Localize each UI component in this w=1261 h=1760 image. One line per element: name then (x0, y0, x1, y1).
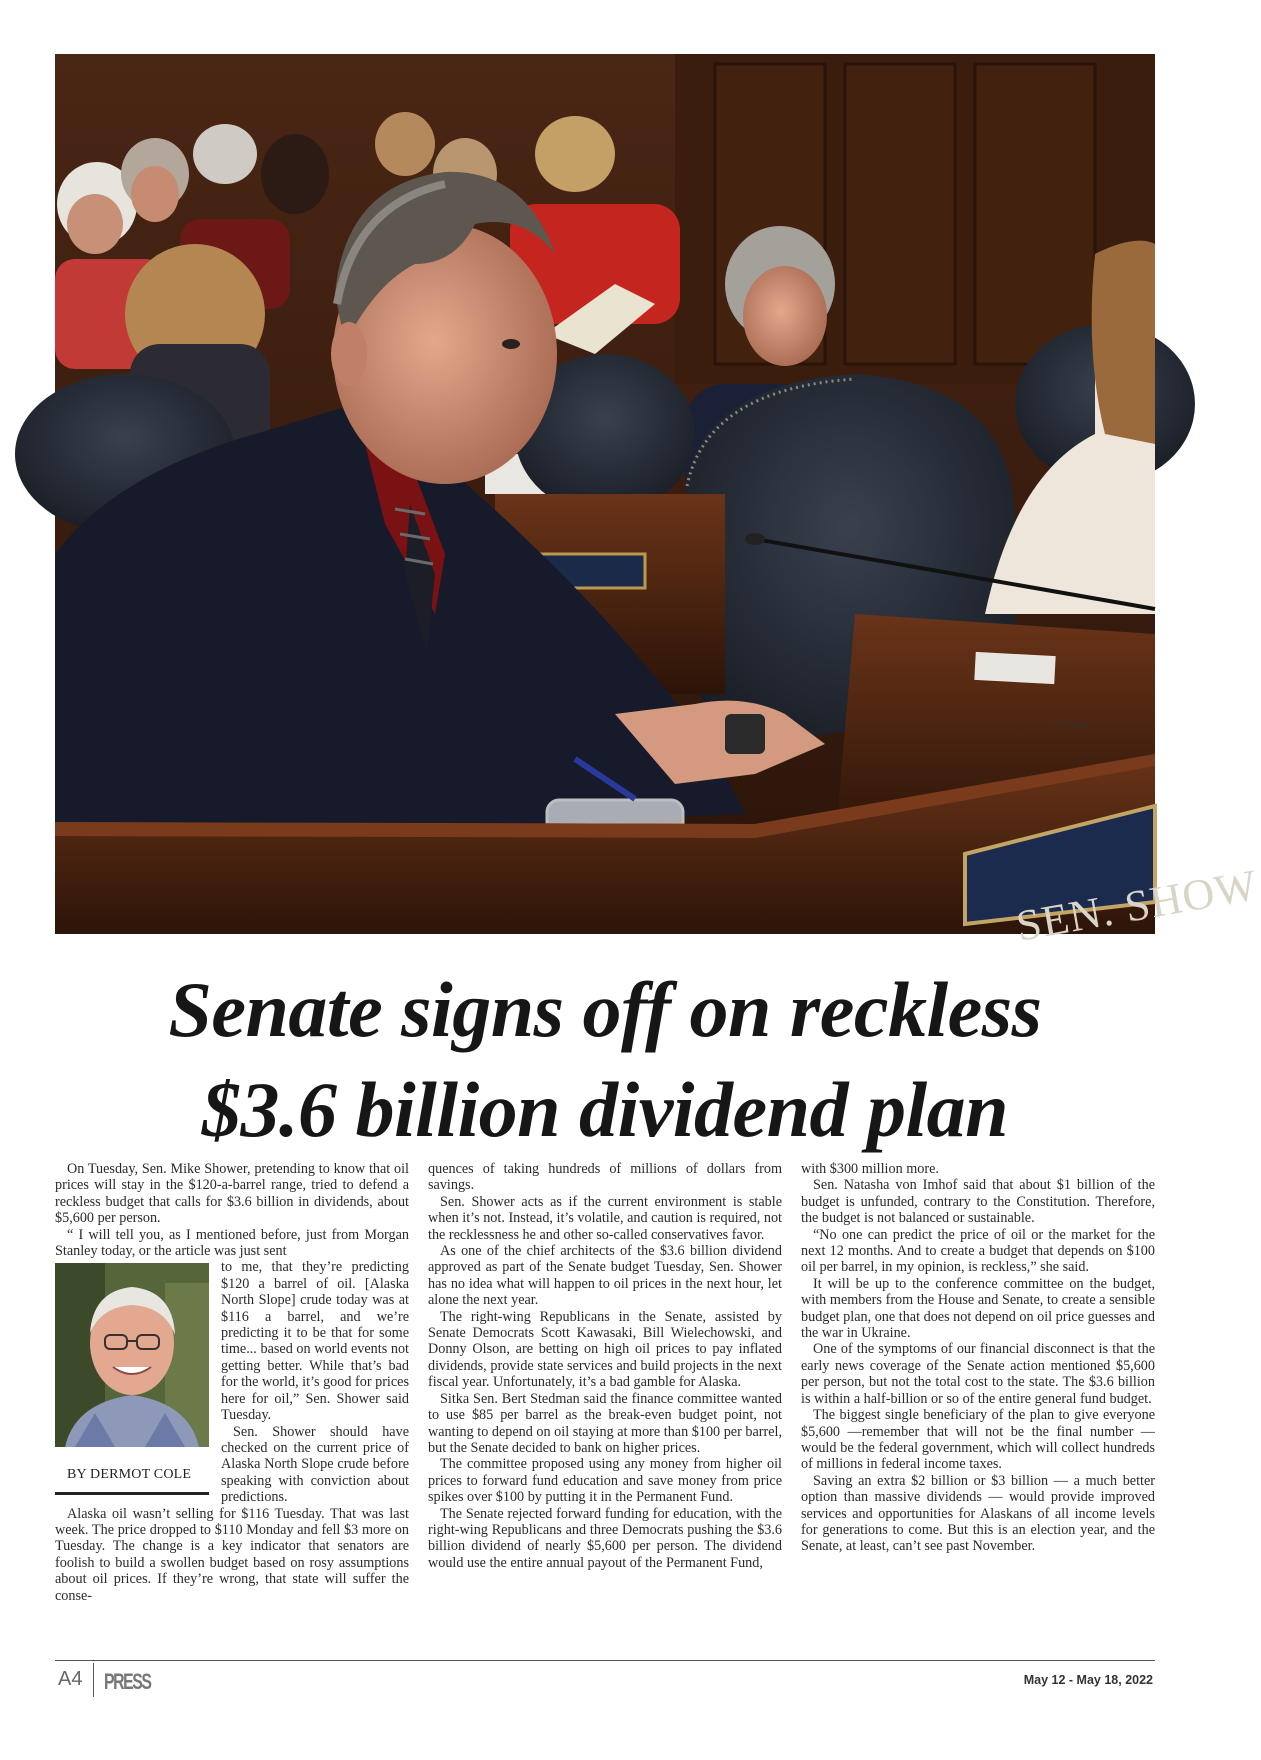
issue-date: May 12 - May 18, 2022 (1023, 1673, 1153, 1687)
paragraph: On Tuesday, Sen. Mike Shower, pretending to know that oil prices will stay in the $120-a-barrel range, tried to defend a reckless budget that calls for $3.6 billion in dividends, about $5,600 per person. (55, 1161, 409, 1227)
paragraph: Alaska oil wasn’t selling for $116 Tuesday. That was last week. The price dropped to $110 Monday and fell $3 more on Tuesday. The change is a key indicator that senators are foolish to build a swollen budget based on rosy assumptions about oil prices. If they’re wrong, that state will suffer the conse- (55, 1505, 409, 1604)
photo-artwork (55, 54, 1155, 934)
article-byline: BY DERMOT COLE (55, 1467, 209, 1494)
folio-divider (93, 1663, 94, 1697)
paragraph: Sen. Shower acts as if the current environment is stable when it’s not. Instead, it’s volatile, and caution is required, not the recklessness he and other so-called conservatives favor. (428, 1193, 782, 1243)
paragraph: The committee proposed using any money from higher oil prices to forward fund education and save money from price spikes over $100 by putting it in the Permanent Fund. (428, 1456, 782, 1506)
masthead-logo: PRESS (104, 1669, 151, 1694)
article-column-2 (428, 1161, 782, 1571)
columnist-headshot (55, 1263, 209, 1447)
senator-nameplate: SEN. SHOW (1012, 860, 1261, 951)
paragraph: As one of the chief architects of the $3.6 billion dividend approved as part of the Senate budget Tuesday, Sen. Shower has no idea what will happen to oil prices in the next hour, let alone the next year. (428, 1243, 782, 1309)
article-headline (55, 960, 1155, 1160)
paragraph: The biggest single beneficiary of the plan to give everyone $5,600 —remember that will not be the final number — would be the federal government, which will collect hundreds of millions in federal income taxes. (801, 1407, 1155, 1473)
paragraph: with $300 million more. (801, 1161, 939, 1177)
paragraph: to me, that they’re predicting $120 a barrel of oil. [Alaska North Slope] crude today was at $116 a barrel, and we’re predicting it to be that for some time... based on world events not getting better. While that’s bad for the world, it’s good for prices here for oil,” Sen. Shower said Tuesday. (221, 1259, 409, 1424)
paragraph: quences of taking hundreds of millions of dollars from savings. (428, 1161, 782, 1194)
paragraph: Sitka Sen. Bert Stedman said the finance committee wanted to use $85 per barrel as the break-even budget point, not wanting to depend on oil staying at more than $100 per barrel, but the Senate decided to bank on higher prices. (428, 1390, 782, 1456)
article-column-3 (801, 1161, 1155, 1555)
columnist-inset (55, 1263, 209, 1494)
article-column-1 (55, 1161, 409, 1604)
page-number: A4 (58, 1668, 83, 1690)
paragraph: “ I will tell you, as I mentioned before, just from Morgan Stanley today, or the article was just sent (55, 1226, 409, 1260)
paragraph: The right-wing Republicans in the Senate, assisted by Senate Democrats Scott Kawasaki, Bill Wielechowski, and Donny Olson, are betting on high oil prices to pay inflated dividends, provide state services and build projects in the next fiscal year. Unfortunately, it’s a bad gamble for Alaska. (428, 1308, 782, 1391)
headline-line-2: $3.6 billion dividend plan (201, 1066, 1009, 1153)
paragraph: The Senate rejected forward funding for education, with the right-wing Republicans and three Democrats pushing the $3.6 billion dividend of nearly $5,600 per person. The dividend would use the entire annual payout of the Permanent Fund, (428, 1505, 782, 1571)
headshot-artwork (55, 1263, 209, 1447)
paragraph: Saving an extra $2 billion or $3 billion — a much better option than massive dividends — would provide improved services and opportunities for Alaskans of all income levels for generations to come. But this is an election year, and the Senate, at least, can’t see past November. (801, 1472, 1155, 1555)
paragraph: It will be up to the conference committee on the budget, with members from the House and Senate, to create a sensible budget plan, one that does not depend on oil price guesses and the war in Ukraine. (801, 1275, 1155, 1342)
footer-rule (55, 1660, 1155, 1661)
senate-floor-photo (55, 54, 1261, 951)
dispose-tray-label: DISPOSE (1052, 719, 1089, 730)
headline-line-1: Senate signs off on reckless (168, 966, 1042, 1053)
paragraph: One of the symptoms of our financial disconnect is that the early news coverage of the Senate action mentioned $5,600 per person, but not the total cost to the state. The $3.6 billion is within a half-billion or so of the entire general fund budget. (801, 1341, 1155, 1407)
paragraph: Sen. Shower should have checked on the current price of Alaska North Slope crude before speaking with conviction about predictions. (221, 1423, 409, 1506)
paragraph: Sen. Natasha von Imhof said that about $1 billion of the budget is unfunded, contrary to the Constitution. Therefore, the budget is not balanced or sustainable. (801, 1177, 1155, 1227)
paragraph: “No one can predict the price of oil or the market for the next 12 months. And to create a budget that depends on $100 oil per barrel, in my opinion, is reckless,” she said. (801, 1226, 1155, 1276)
